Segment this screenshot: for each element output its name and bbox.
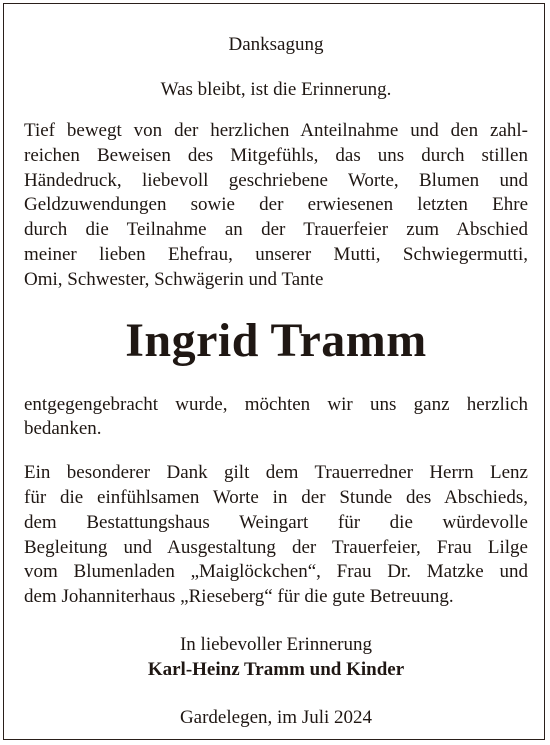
paragraph-line: für die einfühlsamen Worte in der Stunde des Abschieds, bbox=[24, 486, 528, 508]
paragraph-line: vom Blumenladen „Maiglöckchen“, Frau Dr. Matzke und bbox=[24, 561, 528, 583]
notice-title: Danksagung bbox=[228, 34, 324, 55]
paragraph-line: Geldzuwendungen sowie der erwiesenen letzten Ehre bbox=[24, 194, 528, 216]
signers: Karl-Heinz Tramm und Kinder bbox=[147, 658, 405, 680]
paragraph-line: Händedruck, liebevoll geschriebene Worte, Blumen und bbox=[24, 169, 528, 191]
paragraph-line: reichen Beweisen des Mitgefühls, das uns durch stillen bbox=[24, 144, 528, 166]
paragraph-line: Begleitung und Ausgestaltung der Trauerfeier, Frau Lilge bbox=[24, 536, 528, 558]
closing-phrase: In liebevoller Erinnerung bbox=[179, 633, 373, 655]
notice-content bbox=[24, 33, 528, 730]
paragraph-line: durch die Teilnahme an der Trauerfeier zum Abschied bbox=[24, 219, 528, 241]
deceased-name: Ingrid Tramm bbox=[125, 313, 427, 367]
place-date: Gardelegen, im Juli 2024 bbox=[179, 706, 373, 728]
paragraph-line: dem Bestattungshaus Weingart für die würdevolle bbox=[24, 511, 528, 533]
paragraph-line: entgegengebracht wurde, möchten wir uns ganz herzlich bbox=[24, 393, 528, 415]
paragraph-line: meiner lieben Ehefrau, unserer Mutti, Schwiegermutti, bbox=[24, 243, 528, 265]
notice-motto: Was bleibt, ist die Erinnerung. bbox=[160, 79, 392, 100]
thanks-paragraph-2 bbox=[24, 393, 528, 443]
paragraph-line: Ein besonderer Dank gilt dem Trauerredner Herrn Lenz bbox=[24, 462, 528, 484]
paragraph-line: Tief bewegt von der herzlichen Anteilnahme und den zahl- bbox=[24, 120, 528, 141]
paragraph-line: bedanken. bbox=[24, 418, 102, 440]
thanks-paragraph-1 bbox=[24, 119, 528, 293]
thanks-paragraph-3 bbox=[24, 461, 528, 610]
paragraph-line: Omi, Schwester, Schwägerin und Tante bbox=[24, 268, 324, 290]
notice-frame bbox=[3, 3, 545, 740]
paragraph-line: dem Johanniterhaus „Rieseberg“ für die gute Betreuung. bbox=[24, 586, 454, 608]
